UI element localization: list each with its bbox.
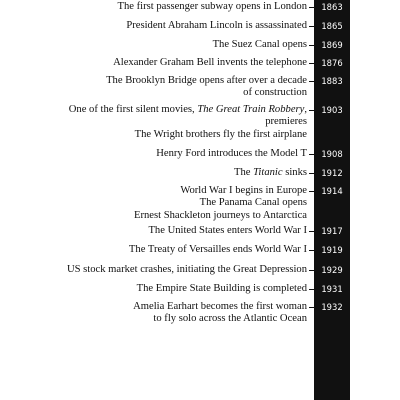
event-text-segment: The Empire State Building is completed xyxy=(136,283,307,294)
event-description xyxy=(27,167,307,179)
year-label: 1869 xyxy=(321,40,343,50)
event-description xyxy=(27,39,307,51)
year-label: 1903 xyxy=(321,105,343,115)
event-text-segment: of construction xyxy=(243,87,307,99)
year-label: 1919 xyxy=(321,245,343,255)
event-line xyxy=(27,167,307,179)
event-text-segment: The United States enters World War I xyxy=(148,225,307,236)
event-text-segment: One of the first silent movies, xyxy=(68,104,198,115)
event-description xyxy=(27,185,307,222)
event-text-segment: President Abraham Lincoln is assassinated xyxy=(126,20,307,31)
event-line xyxy=(27,264,307,276)
event-line xyxy=(27,20,307,32)
year-label: 1932 xyxy=(321,302,343,312)
event-line xyxy=(27,197,307,209)
event-description xyxy=(27,20,307,32)
event-line xyxy=(27,283,307,295)
event-line xyxy=(27,185,307,197)
event-text-segment: Henry Ford introduces the Model T xyxy=(156,148,307,159)
event-text-segment: , xyxy=(304,104,307,115)
event-line xyxy=(27,75,307,87)
event-text-segment: The Treaty of Versailles ends World War I xyxy=(128,244,307,255)
event-text-segment: The Wright brothers fly the first airplane xyxy=(134,128,307,140)
event-line xyxy=(27,39,307,51)
event-line xyxy=(27,301,307,313)
event-description xyxy=(27,264,307,276)
event-description xyxy=(27,283,307,295)
event-line xyxy=(27,225,307,237)
event-text-segment: The Brooklyn Bridge opens after over a decade xyxy=(106,75,307,86)
event-text-segment: to fly solo across the Atlantic Ocean xyxy=(153,313,307,325)
year-label: 1908 xyxy=(321,149,343,159)
event-line xyxy=(27,1,307,13)
year-label: 1883 xyxy=(321,76,343,86)
event-italic-text: The Great Train Robbery xyxy=(197,104,305,115)
event-text-segment: World War I begins in Europe xyxy=(180,185,307,196)
event-line xyxy=(27,104,307,116)
event-text-segment: premieres xyxy=(265,116,307,128)
event-text-segment: The xyxy=(234,167,254,178)
event-italic-text: Titanic xyxy=(253,167,283,178)
event-description xyxy=(27,301,307,326)
event-text-segment: Alexander Graham Bell invents the telephone xyxy=(113,57,307,68)
event-line xyxy=(27,313,307,325)
year-label: 1912 xyxy=(321,168,343,178)
event-description xyxy=(27,148,307,160)
event-line xyxy=(27,57,307,69)
year-label: 1865 xyxy=(321,21,343,31)
event-line xyxy=(27,148,307,160)
year-label: 1917 xyxy=(321,226,343,236)
event-description xyxy=(27,104,307,141)
year-label: 1931 xyxy=(321,284,343,294)
event-text-segment: US stock market crashes, initiating the Great Depression xyxy=(66,264,307,275)
year-label: 1876 xyxy=(321,58,343,68)
event-description xyxy=(27,244,307,256)
event-text-segment: The Suez Canal opens xyxy=(212,39,307,50)
event-description xyxy=(27,225,307,237)
event-description xyxy=(27,1,307,13)
year-label: 1914 xyxy=(321,186,343,196)
event-text-segment: Ernest Shackleton journeys to Antarctica xyxy=(134,209,307,221)
event-text-segment: Amelia Earhart becomes the first woman xyxy=(133,301,307,312)
year-label: 1929 xyxy=(321,265,343,275)
event-description xyxy=(27,75,307,100)
event-line xyxy=(27,244,307,256)
year-label: 1863 xyxy=(321,2,343,12)
event-line xyxy=(27,116,307,128)
event-description xyxy=(27,57,307,69)
event-line xyxy=(27,210,307,222)
event-line xyxy=(27,87,307,99)
event-text-segment: sinks xyxy=(282,167,307,178)
event-text-segment: The Panama Canal opens xyxy=(199,197,307,209)
event-text-segment: The first passenger subway opens in London xyxy=(117,1,307,12)
event-line xyxy=(27,129,307,141)
